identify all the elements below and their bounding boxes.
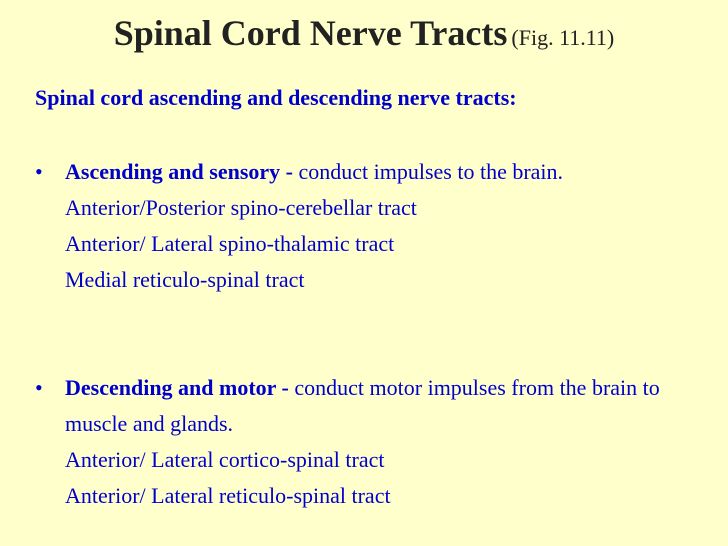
tract-item: Anterior/ Lateral reticulo-spinal tract [65, 483, 391, 508]
tract-item: Anterior/Posterior spino-cerebellar tract [65, 195, 417, 220]
title-main: Spinal Cord Nerve Tracts [113, 13, 508, 53]
bullet-heading: Ascending and sensory - [65, 159, 293, 184]
bullet-heading: Descending and motor - [65, 375, 289, 400]
bullet-dot-icon: • [35, 159, 43, 184]
bullet-ascending [35, 154, 695, 298]
bullet-description: conduct impulses to the brain. [298, 159, 564, 184]
bullet-description: conduct motor impulses from the brain to muscle and glands. [65, 375, 660, 436]
slide-title [0, 12, 728, 54]
tract-item: Anterior/ Lateral spino-thalamic tract [65, 231, 395, 256]
figure-reference: (Fig. 11.11) [511, 25, 615, 50]
bullet-text [65, 154, 695, 190]
intro-text: Spinal cord ascending and descending nerve tracts: [35, 85, 517, 110]
tract-item: Anterior/ Lateral cortico-spinal tract [65, 447, 385, 472]
bullet-text [65, 370, 695, 442]
bullet-dot-icon: • [35, 375, 43, 400]
bullet-descending [35, 370, 695, 514]
tract-item: Medial reticulo-spinal tract [65, 267, 305, 292]
